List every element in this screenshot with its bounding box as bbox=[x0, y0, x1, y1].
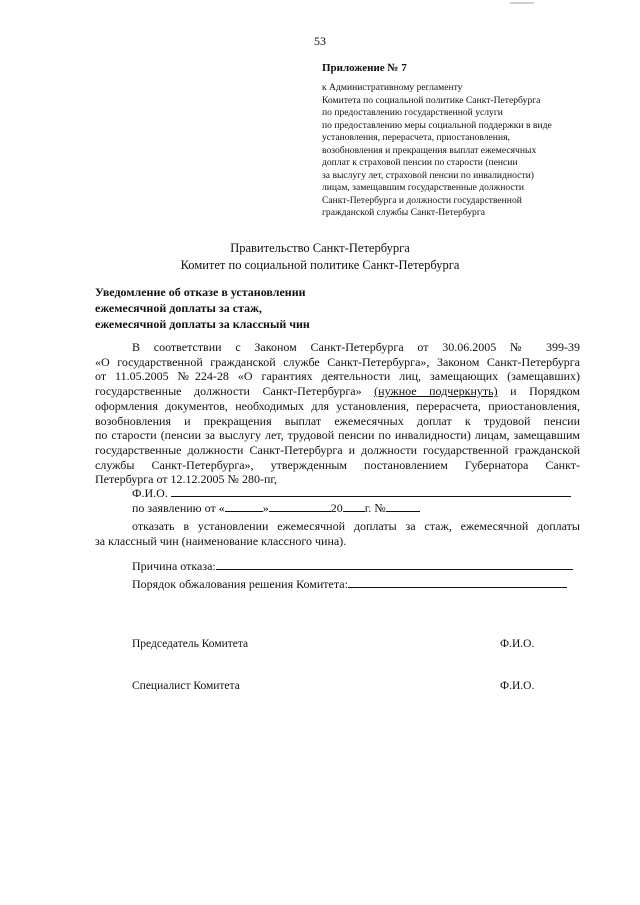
body-line: от 11.05.2005 №224-28 «О гарантиях деятельности лиц, замещающих (замещавших) bbox=[95, 369, 580, 384]
appendix-reference bbox=[322, 82, 622, 220]
fio-row bbox=[132, 485, 571, 501]
appendix-line: установления, перерасчета, приостановления, bbox=[322, 132, 510, 143]
appendix-line: доплат к страховой пенсии по старости (пенсии bbox=[322, 157, 518, 168]
appendix-line: за выслугу лет, страховой пенсии по инвалидности) bbox=[322, 169, 534, 181]
year-suffix: г. bbox=[364, 501, 372, 515]
body-line: по старости (пенсии за выслугу лет, трудовой пенсии по инвалидности) лицам, замещавшим bbox=[95, 428, 580, 443]
body-line: оформления документов, необходимых для установления, перерасчета, приостановления, bbox=[95, 398, 580, 413]
reason-row bbox=[132, 558, 573, 574]
appendix-line: к Административному регламенту bbox=[322, 82, 463, 93]
notice-title-line: Уведомление об отказе в установлении bbox=[95, 285, 306, 299]
underline-hint: (нужное подчеркнуть) bbox=[374, 384, 498, 399]
application-day-field[interactable] bbox=[225, 500, 263, 512]
body-text: государственные должности Санкт-Петербурга» bbox=[95, 384, 362, 399]
legal-basis-paragraph bbox=[95, 340, 580, 487]
appeal-row bbox=[132, 576, 567, 592]
reason-label: Причина отказа: bbox=[132, 559, 216, 573]
appendix-line: гражданской службы Санкт-Петербурга bbox=[322, 207, 486, 218]
appendix-line: Санкт-Петербурга и должности государственной bbox=[322, 194, 522, 206]
refusal-paragraph bbox=[95, 519, 580, 549]
body-line: Петербурга от 12.12.2005 № 280-пг, bbox=[95, 472, 277, 487]
specialist-role: Специалист Комитета bbox=[132, 680, 240, 692]
refusal-line: отказать в установлении ежемесячной доплаты за стаж, ежемесячной доплаты bbox=[132, 519, 580, 533]
body-line bbox=[95, 384, 580, 399]
chairman-role: Председатель Комитета bbox=[132, 638, 249, 650]
body-line: службы Санкт-Петербурга», утвержденным постановлением Губернатора Санкт- bbox=[95, 457, 580, 472]
notice-title bbox=[95, 284, 310, 332]
year-prefix: 20 bbox=[330, 501, 343, 515]
number-sign: № bbox=[374, 501, 386, 515]
specialist-fio: Ф.И.О. bbox=[500, 680, 535, 692]
government-name: Правительство Санкт-Петербурга bbox=[230, 241, 410, 255]
appendix-line: возобновления и прекращения выплат ежемесячных bbox=[322, 144, 537, 156]
appendix-title: Приложение № 7 bbox=[322, 62, 407, 74]
appendix-line: лицам, замещавшим государственные должности bbox=[322, 182, 524, 193]
application-date-row bbox=[132, 500, 420, 516]
body-line: государственные должности Санкт-Петербурга и должности государственной гражданской bbox=[95, 442, 580, 457]
appendix-line: по предоставлению меры социальной поддержки в виде bbox=[322, 119, 552, 131]
reason-field[interactable] bbox=[216, 558, 573, 570]
application-label: по заявлению от « bbox=[132, 501, 225, 515]
application-year-field[interactable] bbox=[343, 500, 365, 512]
page-number: 53 bbox=[314, 34, 326, 48]
body-line: возобновления и прекращения выплат ежемесячных доплат к трудовой пенсии bbox=[95, 413, 580, 428]
government-header bbox=[0, 240, 640, 274]
fio-field[interactable] bbox=[171, 485, 571, 497]
application-month-field[interactable] bbox=[269, 500, 331, 512]
body-line: «О государственной гражданской службе Санкт-Петербурга», Законом Санкт-Петербурга bbox=[95, 354, 580, 369]
body-text: и Порядком bbox=[510, 384, 580, 399]
appendix-line: по предоставлению государственной услуги bbox=[322, 107, 503, 118]
application-number-field[interactable] bbox=[386, 500, 420, 512]
appeal-field[interactable] bbox=[348, 576, 567, 588]
appeal-label: Порядок обжалования решения Комитета: bbox=[132, 577, 348, 591]
appendix-line: Комитета по социальной политике Санкт-Петербурга bbox=[322, 94, 541, 106]
refusal-line: за классный чин (наименование классного чина). bbox=[95, 534, 347, 548]
notice-title-line: ежемесячной доплаты за классный чин bbox=[95, 317, 310, 331]
body-line: В соответствии с Законом Санкт-Петербурга от 30.06.2005 № 399-39 bbox=[132, 340, 580, 354]
committee-name: Комитет по социальной политике Санкт-Петербурга bbox=[180, 258, 460, 272]
fio-label: Ф.И.О. bbox=[132, 486, 168, 500]
chairman-fio: Ф.И.О. bbox=[500, 638, 535, 650]
quote-close: » bbox=[262, 501, 269, 515]
scan-mark bbox=[510, 2, 534, 4]
notice-title-line: ежемесячной доплаты за стаж, bbox=[95, 301, 262, 315]
